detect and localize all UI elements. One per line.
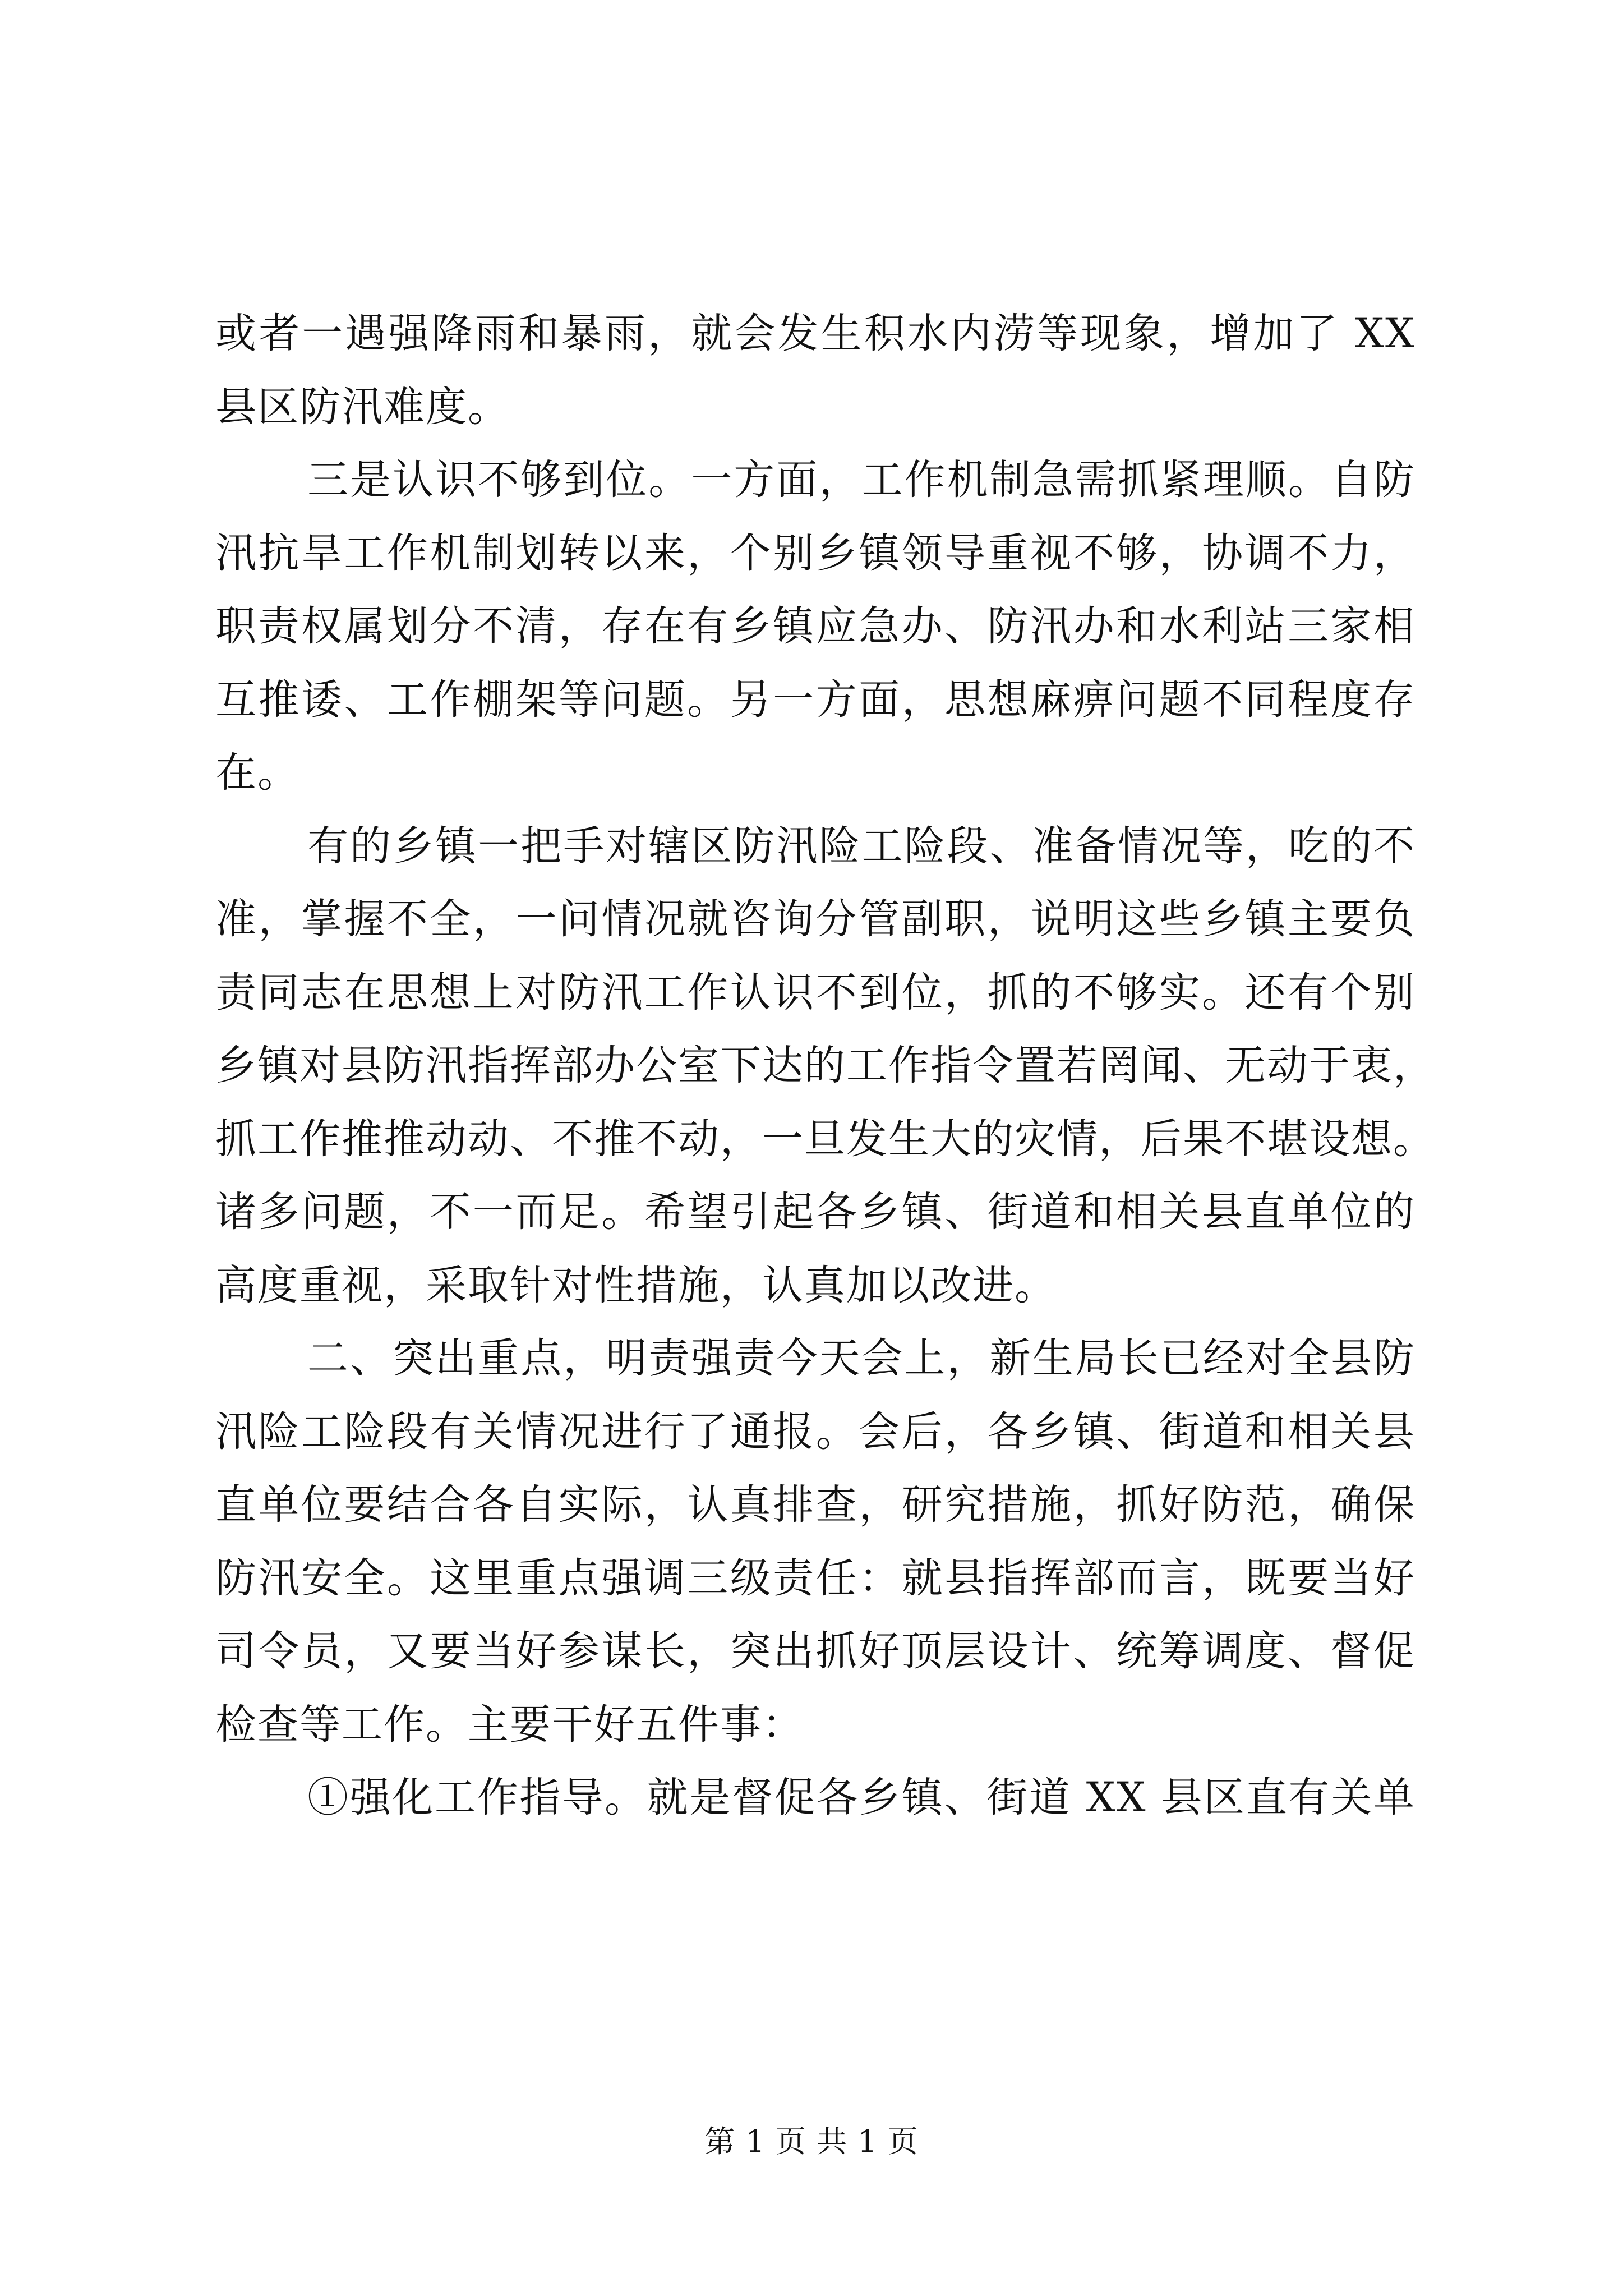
text-line: 二、突出重点，明责强责今天会上，新生局长已经对全县防	[307, 1335, 1415, 1382]
text-line: 直单位要结合各自实际，认真排查，研究措施，抓好防范，确保	[215, 1481, 1415, 1529]
page-footer: 第 1 页 共 1 页	[704, 2124, 919, 2159]
text-line: 县区防汛难度。	[215, 383, 510, 431]
text-line: 汛抗旱工作机制划转以来，个别乡镇领导重视不够，协调不力，	[215, 529, 1415, 577]
text-line: 责同志在思想上对防汛工作认识不到位，抓的不够实。还有个别	[215, 968, 1415, 1016]
text-line: 汛险工险段有关情况进行了通报。会后，各乡镇、街道和相关县	[215, 1407, 1415, 1456]
text-line: 职责权属划分不清，存在有乡镇应急办、防汛办和水利站三家相	[215, 602, 1415, 650]
text-line: 抓工作推推动动、不推不动，一旦发生大的灾情，后果不堪设想。	[215, 1115, 1435, 1163]
text-line: 检查等工作。主要干好五件事：	[215, 1700, 804, 1749]
text-line: 防汛安全。这里重点强调三级责任：就县指挥部而言，既要当好	[215, 1554, 1415, 1602]
text-line: 互推诿、工作棚架等问题。另一方面，思想麻痹问题不同程度存	[215, 675, 1415, 724]
text-line: 有的乡镇一把手对辖区防汛险工险段、准备情况等，吃的不	[307, 822, 1415, 870]
text-line: 乡镇对县防汛指挥部办公室下达的工作指令置若罔闻、无动于衷，	[215, 1042, 1435, 1089]
text-line: 或者一遇强降雨和暴雨，就会发生积水内涝等现象，增加了 XX	[215, 310, 1415, 357]
text-line: 高度重视，采取针对性措施，认真加以改进。	[215, 1261, 1057, 1309]
paragraph-5	[215, 1761, 1415, 1835]
paragraph-3	[215, 810, 1435, 1323]
paragraph-4	[215, 1322, 1415, 1761]
paragraph-1	[215, 297, 1415, 444]
document-body	[215, 297, 1435, 1835]
text-line: ①强化工作指导。就是督促各乡镇、街道 XX 县区直有关单	[307, 1774, 1415, 1821]
text-line: 司令员，又要当好参谋长，突出抓好顶层设计、统筹调度、督促	[215, 1627, 1415, 1675]
text-line: 在。	[215, 749, 299, 797]
text-line: 诸多问题，不一而足。希望引起各乡镇、街道和相关县直单位的	[215, 1188, 1415, 1236]
text-line: 准，掌握不全，一问情况就咨询分管副职，说明这些乡镇主要负	[215, 895, 1415, 943]
paragraph-2	[215, 444, 1415, 810]
text-line: 三是认识不够到位。一方面，工作机制急需抓紧理顺。自防	[307, 456, 1415, 504]
